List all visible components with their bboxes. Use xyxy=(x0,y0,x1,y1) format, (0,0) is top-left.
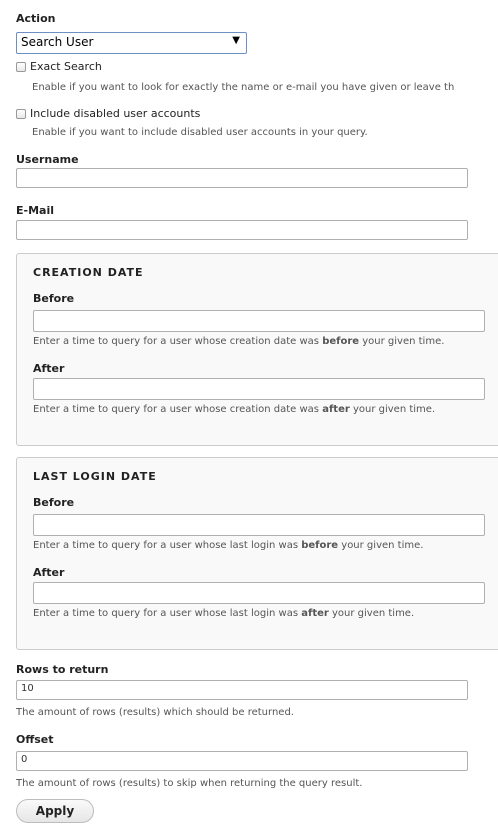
creation-before-label: Before xyxy=(33,292,75,305)
login-before-label: Before xyxy=(33,496,75,509)
chevron-down-icon: ▼ xyxy=(232,35,240,46)
last-login-legend: LAST LOGIN DATE xyxy=(33,470,157,483)
login-before-input[interactable] xyxy=(33,514,485,536)
creation-date-fieldset xyxy=(16,253,498,446)
login-after-label: After xyxy=(33,566,65,579)
username-label: Username xyxy=(16,153,79,166)
include-disabled-label: Include disabled user accounts xyxy=(30,107,201,120)
include-disabled-checkbox[interactable] xyxy=(16,109,26,119)
rows-label: Rows to return xyxy=(16,663,109,676)
creation-after-input[interactable] xyxy=(33,378,485,400)
creation-after-label: After xyxy=(33,362,65,375)
apply-button[interactable]: Apply xyxy=(16,799,94,823)
exact-search-row xyxy=(16,60,102,73)
email-label: E-Mail xyxy=(16,204,54,217)
include-disabled-description: Enable if you want to include disabled user accounts in your query. xyxy=(32,127,368,138)
rows-description: The amount of rows (results) which should be returned. xyxy=(16,707,294,718)
creation-before-description: Enter a time to query for a user whose creation date was before your given time. xyxy=(33,336,445,347)
username-field[interactable] xyxy=(16,168,468,188)
action-select[interactable] xyxy=(16,32,247,54)
creation-date-legend: CREATION DATE xyxy=(33,266,144,279)
action-selected-value: Search User xyxy=(21,35,94,49)
login-before-description: Enter a time to query for a user whose last login was before your given time. xyxy=(33,540,424,551)
login-after-input[interactable] xyxy=(33,582,485,604)
offset-description: The amount of rows (results) to skip when returning the query result. xyxy=(16,778,363,789)
email-field[interactable] xyxy=(16,220,468,240)
exact-search-description: Enable if you want to look for exactly the name or e-mail you have given or leave th xyxy=(32,82,455,93)
exact-search-label: Exact Search xyxy=(30,60,102,73)
exact-search-checkbox[interactable] xyxy=(16,62,26,72)
creation-after-description: Enter a time to query for a user whose creation date was after your given time. xyxy=(33,404,436,415)
creation-before-input[interactable] xyxy=(33,310,485,332)
rows-input[interactable]: 10 xyxy=(16,680,468,700)
action-label: Action xyxy=(16,12,56,25)
offset-input[interactable]: 0 xyxy=(16,751,468,771)
login-after-description: Enter a time to query for a user whose last login was after your given time. xyxy=(33,608,415,619)
last-login-date-fieldset xyxy=(16,457,498,650)
offset-label: Offset xyxy=(16,733,54,746)
include-disabled-row xyxy=(16,107,200,120)
